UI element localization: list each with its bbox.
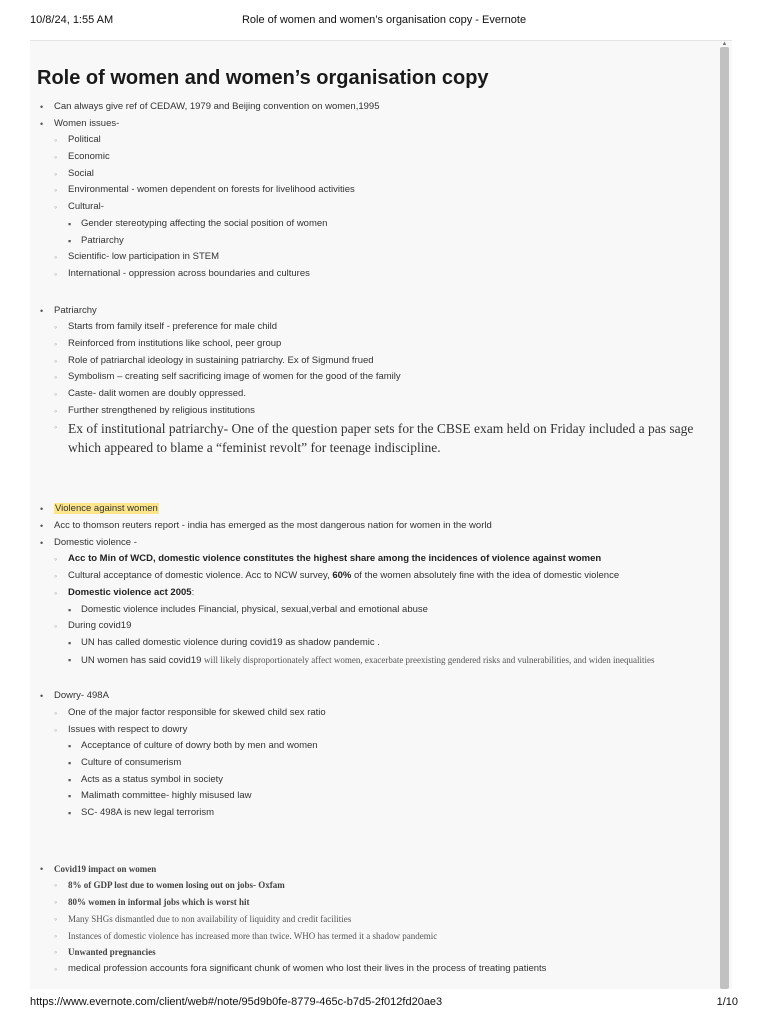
bullet-icon: ◦ bbox=[54, 571, 58, 582]
bullet-icon: ◦ bbox=[54, 930, 58, 941]
list-item-text: 80% women in informal jobs which is worst hit bbox=[68, 897, 250, 908]
print-date: 10/8/24, 1:55 AM bbox=[30, 14, 114, 26]
bullet-icon: ◦ bbox=[54, 724, 58, 735]
list-item bbox=[30, 861, 720, 878]
bullet-icon: ▪ bbox=[68, 235, 72, 246]
bullet-icon: ◦ bbox=[54, 372, 58, 383]
list-item bbox=[30, 216, 720, 233]
list-item bbox=[30, 961, 720, 978]
list-item bbox=[30, 369, 720, 386]
bullet-icon: • bbox=[40, 691, 44, 702]
bullet-icon: ◦ bbox=[54, 405, 58, 416]
list-item bbox=[30, 585, 720, 602]
list-item bbox=[30, 894, 720, 911]
list-item bbox=[30, 944, 720, 961]
list-item-text: Culture of consumerism bbox=[81, 757, 182, 768]
bullet-icon: ◦ bbox=[54, 389, 58, 399]
list-item bbox=[30, 419, 720, 457]
list-item bbox=[30, 755, 720, 772]
list-item bbox=[30, 199, 720, 216]
list-item-text: Political bbox=[68, 134, 101, 146]
section-heading-covid: Covid19 impact on women bbox=[54, 863, 157, 874]
print-url: https://www.evernote.com/client/web#/note/95d9b0fe-8779-465c-b7d5-2f012fd20ae3 bbox=[30, 996, 443, 1008]
bullet-icon: ◦ bbox=[54, 587, 58, 598]
list-item-text: Reinforced from institutions like school, peer group bbox=[68, 337, 282, 349]
bullet-icon: ▪ bbox=[68, 774, 72, 785]
bullet-icon: ◦ bbox=[54, 880, 58, 891]
list-item-text: Unwanted pregnancies bbox=[68, 947, 156, 958]
list-item-text: Gender stereotyping affecting the social position of women bbox=[81, 217, 328, 229]
list-item bbox=[30, 535, 720, 552]
list-item bbox=[30, 182, 720, 199]
list-item-text: UN women has said covid19 bbox=[81, 654, 205, 666]
list-item-text: Acts as a status symbol in society bbox=[81, 773, 224, 785]
list-item bbox=[30, 319, 720, 336]
section-heading-dowry: Dowry- 498A bbox=[54, 690, 109, 702]
bullet-icon: ◦ bbox=[54, 554, 58, 565]
scrollbar[interactable] bbox=[720, 47, 729, 989]
list-item bbox=[30, 518, 720, 535]
list-item-text: Acc to thomson reuters report - india has emerged as the most dangerous nation for women in the world bbox=[54, 520, 492, 532]
highlighted-heading-violence: Violence against women bbox=[55, 503, 158, 515]
list-item bbox=[30, 336, 720, 353]
list-item-text: Many SHGs dismantled due to non availability of liquidity and credit facilities bbox=[68, 913, 352, 924]
bullet-icon: ◦ bbox=[54, 897, 58, 908]
list-item bbox=[30, 618, 720, 635]
list-item bbox=[30, 738, 720, 755]
list-item-text: Patriarchy bbox=[81, 234, 124, 246]
list-item-text: Acc to Min of WCD, domestic violence constitutes the highest share among the incidences of violence against women bbox=[68, 553, 602, 565]
list-item-text: Cultural acceptance of domestic violence. Acc to NCW survey, bbox=[68, 570, 333, 582]
bullet-icon: • bbox=[40, 863, 44, 874]
list-item-text: Acceptance of culture of dowry both by men and women bbox=[81, 740, 318, 752]
list-item-text: Economic bbox=[68, 151, 110, 163]
bullet-icon: ◦ bbox=[54, 913, 58, 924]
bullet-icon: • bbox=[40, 305, 44, 316]
list-item-text: Starts from family itself - preference for male child bbox=[68, 321, 278, 333]
list-item-text: Domestic violence act 2005 bbox=[68, 586, 192, 598]
bullet-icon: • bbox=[40, 102, 44, 112]
section-heading-patriarchy: Patriarchy bbox=[54, 304, 97, 316]
list-item bbox=[30, 149, 720, 166]
bullet-icon: ◦ bbox=[54, 422, 58, 433]
list-item bbox=[30, 805, 720, 822]
list-item bbox=[30, 688, 720, 705]
bullet-icon: ◦ bbox=[54, 202, 58, 213]
list-item-text: Domestic violence includes Financial, physical, sexual,verbal and emotional abuse bbox=[81, 603, 428, 615]
list-item bbox=[30, 635, 720, 652]
ncw-percentage: 60% bbox=[332, 570, 352, 582]
list-item-text: International - oppression across boundaries and cultures bbox=[68, 267, 310, 279]
list-item-text: of the women absolutely fine with the idea of domestic violence bbox=[351, 570, 620, 582]
list-item-text: will likely disproportionately affect women, exacerbate preexisting gendered risks and vulnerabilities, and widen inequalities bbox=[204, 654, 655, 665]
list-item-text: Instances of domestic violence has increased more than twice. WHO has termed it a shadow pandemic bbox=[68, 930, 438, 941]
list-item-text: 8% of GDP lost due to women losing out on jobs- Oxfam bbox=[68, 880, 285, 891]
list-item bbox=[30, 353, 720, 370]
list-item bbox=[30, 99, 720, 116]
bullet-icon: ▪ bbox=[68, 654, 72, 665]
bullet-icon: ◦ bbox=[54, 963, 58, 974]
bullet-icon: ◦ bbox=[54, 707, 58, 718]
print-footer bbox=[30, 996, 738, 1012]
list-item bbox=[30, 705, 720, 722]
bullet-icon: ◦ bbox=[54, 185, 58, 196]
list-item bbox=[30, 403, 720, 420]
list-item-text: One of the major factor responsible for skewed child sex ratio bbox=[68, 706, 326, 718]
list-item-text: Further strengthened by religious institutions bbox=[68, 404, 255, 416]
bullet-icon: ▪ bbox=[68, 741, 72, 752]
note-frame bbox=[30, 40, 732, 989]
list-item bbox=[30, 551, 720, 568]
bullet-icon: ◦ bbox=[54, 252, 58, 263]
list-item-text: During covid19 bbox=[68, 620, 132, 632]
bullet-icon: • bbox=[40, 118, 44, 129]
bullet-icon: • bbox=[40, 521, 44, 532]
print-page-title: Role of women and women’s organisation copy - Evernote bbox=[241, 14, 527, 26]
list-item bbox=[30, 788, 720, 805]
list-item-text: Cultural- bbox=[68, 201, 104, 213]
bullet-icon: ◦ bbox=[54, 135, 58, 146]
list-item bbox=[30, 911, 720, 928]
bullet-icon: ▪ bbox=[68, 218, 72, 229]
list-item bbox=[30, 266, 720, 283]
list-item bbox=[30, 602, 720, 619]
list-item bbox=[30, 166, 720, 183]
list-item-text: Can always give ref of CEDAW, 1979 and Beijing convention on women,1995 bbox=[54, 101, 380, 112]
list-item bbox=[30, 132, 720, 149]
list-item bbox=[30, 652, 720, 669]
list-item bbox=[30, 772, 720, 789]
list-item bbox=[30, 249, 720, 266]
bullet-icon: ▪ bbox=[68, 791, 72, 802]
list-item bbox=[30, 877, 720, 894]
list-item-text: Issues with respect to dowry bbox=[68, 723, 188, 735]
list-item-text: Scientific- low participation in STEM bbox=[68, 251, 219, 263]
list-item bbox=[30, 303, 720, 320]
list-item-text: Women issues- bbox=[54, 117, 120, 129]
bullet-icon: ◦ bbox=[54, 947, 58, 958]
list-item-text: UN has called domestic violence during covid19 as shadow pandemic . bbox=[81, 636, 380, 648]
list-item bbox=[30, 928, 720, 945]
list-item-text: medical profession accounts fora significant chunk of women who lost their lives in the process of treating patients bbox=[68, 962, 547, 974]
list-item-text: Caste- dalit women are doubly oppressed. bbox=[68, 388, 246, 399]
bullet-icon: ◦ bbox=[54, 338, 58, 349]
list-item bbox=[30, 568, 720, 585]
note-title: Role of women and women’s organisation copy bbox=[37, 67, 489, 89]
bullet-icon: ▪ bbox=[68, 808, 72, 819]
list-item bbox=[30, 116, 720, 133]
list-item bbox=[30, 722, 720, 739]
list-item bbox=[30, 501, 720, 518]
list-item bbox=[30, 233, 720, 250]
bullet-icon: • bbox=[40, 537, 44, 548]
list-item bbox=[30, 386, 720, 403]
list-item-text: Domestic violence - bbox=[54, 536, 137, 548]
list-item-text: Environmental - women dependent on forests for livelihood activities bbox=[68, 184, 355, 196]
bullet-icon: ◦ bbox=[54, 621, 58, 632]
bullet-icon: ◦ bbox=[54, 355, 58, 366]
bullet-icon: ◦ bbox=[54, 268, 58, 279]
bullet-icon: • bbox=[40, 504, 44, 515]
note-body bbox=[30, 99, 720, 978]
list-item-text: Social bbox=[68, 167, 94, 179]
bullet-icon: ◦ bbox=[54, 152, 58, 163]
scroll-up-arrow-icon[interactable]: ▲ bbox=[721, 41, 728, 47]
bullet-icon: ▪ bbox=[68, 637, 72, 648]
bullet-icon: ▪ bbox=[68, 604, 72, 615]
bullet-icon: ◦ bbox=[54, 168, 58, 179]
list-item-text: : bbox=[191, 586, 195, 598]
bullet-icon: ▪ bbox=[68, 758, 72, 768]
list-item-text: Symbolism – creating self sacrificing image of women for the good of the family bbox=[68, 371, 401, 383]
bullet-icon: ◦ bbox=[54, 322, 58, 333]
patriarchy-example-text: Ex of institutional patriarchy- One of the question paper sets for the CBSE exam held on Friday included a pas sage which appeared to blame a “feminist revolt” for teenage indiscipline. bbox=[68, 421, 694, 456]
print-header bbox=[30, 14, 738, 30]
page-number: 1/10 bbox=[716, 996, 738, 1008]
list-item-text: Role of patriarchal ideology in sustaining patriarchy. Ex of Sigmund frued bbox=[68, 354, 374, 366]
list-item-text: Malimath committee- highly misused law bbox=[81, 790, 252, 802]
list-item-text: SC- 498A is new legal terrorism bbox=[81, 807, 215, 819]
